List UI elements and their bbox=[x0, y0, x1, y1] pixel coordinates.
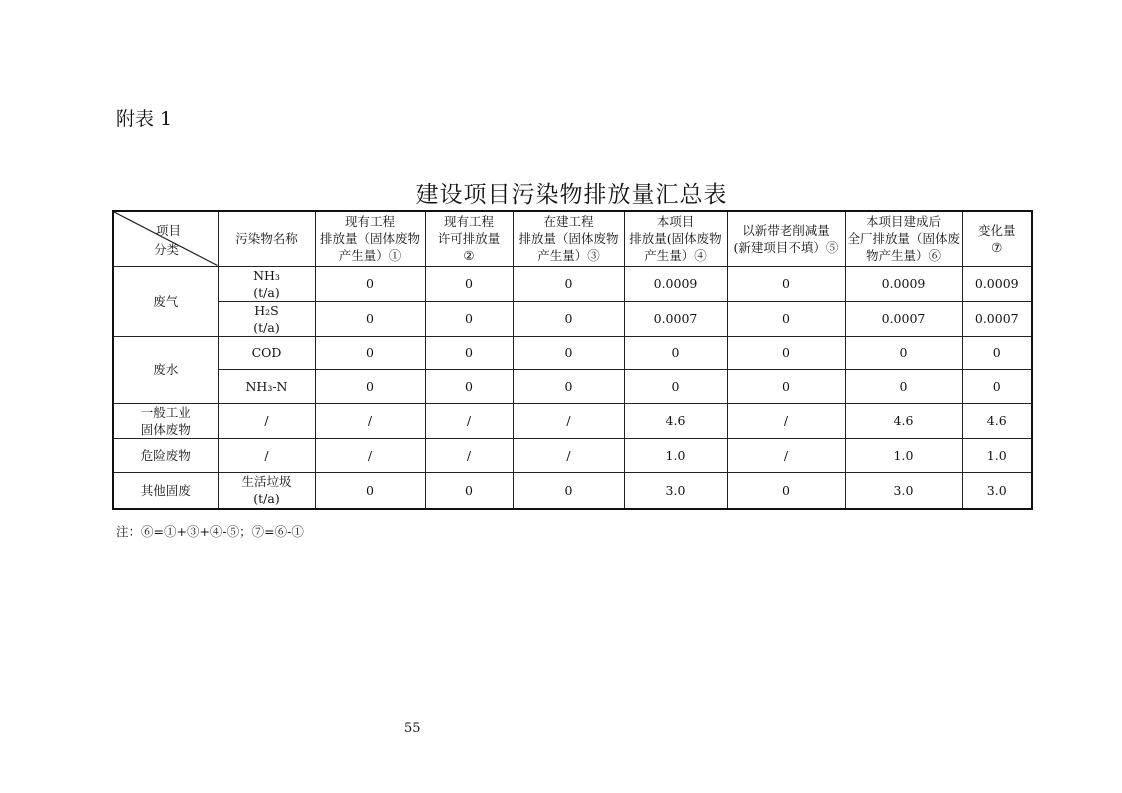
value-cell: / bbox=[425, 403, 513, 438]
value-cell: 0 bbox=[513, 336, 624, 369]
value-cell: 0 bbox=[727, 266, 845, 301]
value-cell: / bbox=[727, 403, 845, 438]
value-cell: 0 bbox=[727, 336, 845, 369]
table-row bbox=[113, 266, 1032, 301]
table-row bbox=[113, 301, 1032, 336]
value-cell: 0.0007 bbox=[845, 301, 962, 336]
header-col3: 在建工程 排放量（固体废物 产生量）③ bbox=[513, 211, 624, 266]
emission-summary-table bbox=[112, 210, 1033, 510]
value-cell: / bbox=[218, 438, 315, 472]
value-cell: 0.0009 bbox=[845, 266, 962, 301]
table-title: 建设项目污染物排放量汇总表 bbox=[415, 182, 728, 208]
value-cell: 3.0 bbox=[845, 472, 962, 509]
value-cell: / bbox=[513, 438, 624, 472]
value-cell: 4.6 bbox=[845, 403, 962, 438]
table-row bbox=[113, 336, 1032, 369]
value-cell: 3.0 bbox=[624, 472, 727, 509]
value-cell: / bbox=[513, 403, 624, 438]
value-cell: / bbox=[218, 403, 315, 438]
category-cell: 危险废物 bbox=[113, 438, 218, 472]
value-cell: 0 bbox=[624, 369, 727, 403]
value-cell: 0 bbox=[845, 369, 962, 403]
value-cell: 0.0007 bbox=[962, 301, 1032, 336]
value-cell: 3.0 bbox=[962, 472, 1032, 509]
header-col5: 以新带老削减量 (新建项目不填）⑤ bbox=[727, 211, 845, 266]
value-cell: / bbox=[315, 438, 425, 472]
value-cell: 0 bbox=[962, 369, 1032, 403]
table-header-row bbox=[113, 211, 1032, 266]
value-cell: 0 bbox=[513, 472, 624, 509]
value-cell: 0 bbox=[845, 336, 962, 369]
appendix-label: 附表 1 bbox=[116, 108, 173, 130]
table-row bbox=[113, 472, 1032, 509]
header-col2: 现有工程 许可排放量 ② bbox=[425, 211, 513, 266]
value-cell: 0 bbox=[962, 336, 1032, 369]
value-cell: 0 bbox=[315, 301, 425, 336]
page-number: 55 bbox=[404, 721, 421, 736]
value-cell: / bbox=[315, 403, 425, 438]
value-cell: 0.0009 bbox=[624, 266, 727, 301]
pollutant-cell: 生活垃圾 (t/a) bbox=[218, 472, 315, 509]
category-cell: 废水 bbox=[113, 336, 218, 403]
value-cell: 0 bbox=[315, 472, 425, 509]
value-cell: 0 bbox=[425, 472, 513, 509]
value-cell: 4.6 bbox=[962, 403, 1032, 438]
value-cell: 0.0007 bbox=[624, 301, 727, 336]
pollutant-cell: NH₃ (t/a) bbox=[218, 266, 315, 301]
pollutant-cell: COD bbox=[218, 336, 315, 369]
value-cell: 0 bbox=[425, 369, 513, 403]
value-cell: 1.0 bbox=[962, 438, 1032, 472]
header-pollutant-name: 污染物名称 bbox=[218, 211, 315, 266]
value-cell: 0 bbox=[315, 369, 425, 403]
table-row bbox=[113, 403, 1032, 438]
value-cell: / bbox=[425, 438, 513, 472]
value-cell: 0 bbox=[727, 369, 845, 403]
header-col4: 本项目 排放量(固体废物 产生量）④ bbox=[624, 211, 727, 266]
value-cell: 0 bbox=[315, 336, 425, 369]
value-cell: 0 bbox=[425, 336, 513, 369]
category-cell: 其他固废 bbox=[113, 472, 218, 509]
value-cell: 0 bbox=[727, 472, 845, 509]
table-row bbox=[113, 369, 1032, 403]
category-cell: 废气 bbox=[113, 266, 218, 336]
header-col6: 本项目建成后 全厂排放量（固体废 物产生量）⑥ bbox=[845, 211, 962, 266]
value-cell: 0 bbox=[425, 301, 513, 336]
category-cell: 一般工业 固体废物 bbox=[113, 403, 218, 438]
value-cell: 0.0009 bbox=[962, 266, 1032, 301]
value-cell: 4.6 bbox=[624, 403, 727, 438]
value-cell: 0 bbox=[425, 266, 513, 301]
header-corner-top: 项目 bbox=[156, 223, 182, 238]
header-col7: 变化量 ⑦ bbox=[962, 211, 1032, 266]
value-cell: 1.0 bbox=[624, 438, 727, 472]
header-col1: 现有工程 排放量（固体废物 产生量）① bbox=[315, 211, 425, 266]
pollutant-cell: NH₃-N bbox=[218, 369, 315, 403]
table-row bbox=[113, 438, 1032, 472]
table-note: 注：⑥=①+③+④-⑤；⑦=⑥-① bbox=[116, 524, 304, 539]
value-cell: 1.0 bbox=[845, 438, 962, 472]
value-cell: 0 bbox=[727, 301, 845, 336]
header-corner-cell bbox=[113, 211, 218, 266]
value-cell: 0 bbox=[513, 266, 624, 301]
pollutant-cell: H₂S (t/a) bbox=[218, 301, 315, 336]
value-cell: 0 bbox=[513, 301, 624, 336]
header-corner-bottom: 分类 bbox=[154, 242, 180, 257]
value-cell: 0 bbox=[513, 369, 624, 403]
value-cell: 0 bbox=[624, 336, 727, 369]
value-cell: 0 bbox=[315, 266, 425, 301]
value-cell: / bbox=[727, 438, 845, 472]
